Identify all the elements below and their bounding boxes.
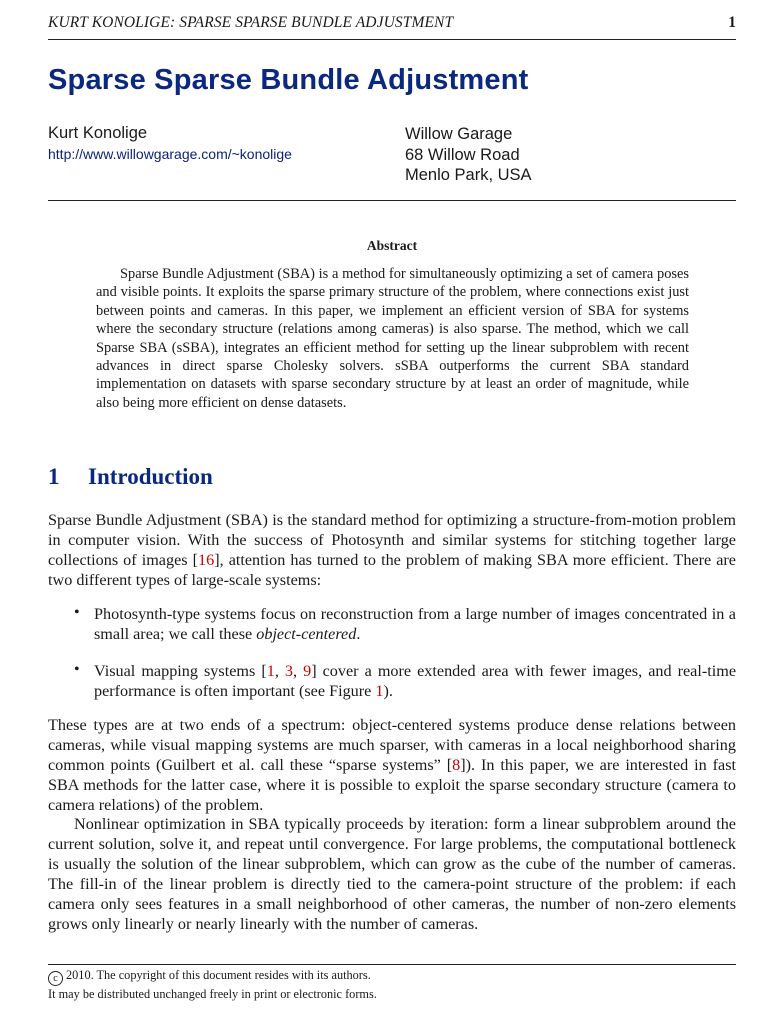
text-run: ,	[293, 662, 304, 680]
text-run: Visual mapping systems [	[94, 662, 267, 680]
text-run: ).	[383, 682, 393, 700]
list-item-object-centered	[94, 604, 736, 644]
author-name: Kurt Konolige	[48, 124, 148, 142]
text-run: ,	[274, 662, 285, 680]
abstract-body: Sparse Bundle Adjustment (SBA) is a method for simultaneously optimizing a set of camera poses and visible points. It exploits the sparse primary structure of the problem, where connections exist just between points and cameras. In this paper, we implement an efficient version of SBA for systems where the secondary structure (relations among cameras) is also sparse. The method, which we call Sparse SBA (sSBA), integrates an efficient method for setting up the linear subproblem with recent advances in direct sparse Cholesky solvers. sSBA outperforms the current SBA standard implementation on datasets with sparse secondary structure by at least an order of magnitude, while also being more efficient on dense datasets.	[96, 266, 689, 411]
citation-link[interactable]: 16	[198, 551, 215, 569]
text-run: ], attention has turned to the problem of making SBA more efficient. There are two different types of large-scale systems:	[48, 551, 736, 589]
section-number: 1	[48, 464, 60, 489]
affiliation-line: Menlo Park, USA	[405, 166, 532, 184]
footer-divider	[48, 964, 736, 965]
running-title: KURT KONOLIGE: SPARSE SPARSE BUNDLE ADJUSTMENT	[48, 14, 454, 31]
figure-reference-link[interactable]: 1	[375, 682, 384, 700]
text-run: ] cover a more extended area with fewer images, and real-time performance is often important (see Figure	[94, 662, 737, 700]
paper-title: Sparse Sparse Bundle Adjustment	[48, 64, 529, 96]
copyright-icon: c	[48, 971, 63, 986]
bullet-icon: •	[74, 604, 80, 621]
affiliation-line: Willow Garage	[405, 125, 513, 143]
header-divider	[48, 39, 736, 40]
text-run: Photosynth-type systems focus on reconstruction from a large number of images concentrated in a small area; we call these	[94, 605, 736, 643]
text-run: These types are at two ends of a spectrum: object-centered systems produce dense relations between cameras, while visual mapping systems are much sparser, with cameras in a local neighborhood sharing common points (Guilbert et al. call these “sparse systems” [	[48, 716, 736, 774]
citation-link[interactable]: 8	[452, 756, 461, 774]
footer-line	[48, 967, 377, 986]
citation-link[interactable]: 9	[303, 662, 312, 680]
section-heading-introduction	[48, 464, 213, 490]
abstract-heading: Abstract	[366, 238, 418, 253]
intro-paragraph-1	[48, 510, 736, 590]
intro-paragraph-2	[48, 715, 736, 815]
running-header	[48, 14, 736, 32]
affiliation-line: 68 Willow Road	[405, 145, 520, 164]
list-item-visual-mapping	[94, 661, 736, 701]
footer-line: It may be distributed unchanged freely in print or electronic forms.	[48, 987, 377, 1001]
text-run: .	[356, 625, 361, 643]
author-affiliation	[405, 124, 532, 186]
section-title: Introduction	[88, 464, 213, 489]
author-url-link[interactable]: http://www.willowgarage.com/~konolige	[48, 146, 292, 162]
title-divider	[48, 200, 736, 201]
footer-text: 2010. The copyright of this document resides with its authors.	[66, 968, 371, 982]
emphasis-text: object-centered	[256, 625, 357, 643]
page-number: 1	[728, 14, 736, 31]
intro-paragraph-3: Nonlinear optimization in SBA typically proceeds by iteration: form a linear subproblem around the current solution, solve it, and repeat until convergence. For large problems, the computational bottleneck is usually the solution of the linear subproblem, which can grow as the cube of the number of cameras. The fill-in of the linear problem is directly tied to the camera-point structure of the problem: if each camera only sees features in a small neighborhood of other cameras, the number of non-zero elements grows only linearly or nearly linearly with the number of cameras.	[48, 815, 736, 933]
text-run: ]). In this paper, we are interested in fast SBA methods for the latter case, where it is possible to exploit the sparse secondary structure (camera to camera relations) of the problem.	[48, 756, 736, 814]
text-run: Sparse Bundle Adjustment (SBA) is the standard method for optimizing a structure-from-motion problem in computer vision. With the success of Photosynth and similar systems for stitching together large collections of images [	[48, 511, 736, 569]
citation-link[interactable]: 3	[284, 662, 293, 680]
bullet-icon: •	[74, 661, 80, 678]
copyright-footer	[48, 967, 377, 1003]
citation-link[interactable]: 1	[266, 662, 275, 680]
